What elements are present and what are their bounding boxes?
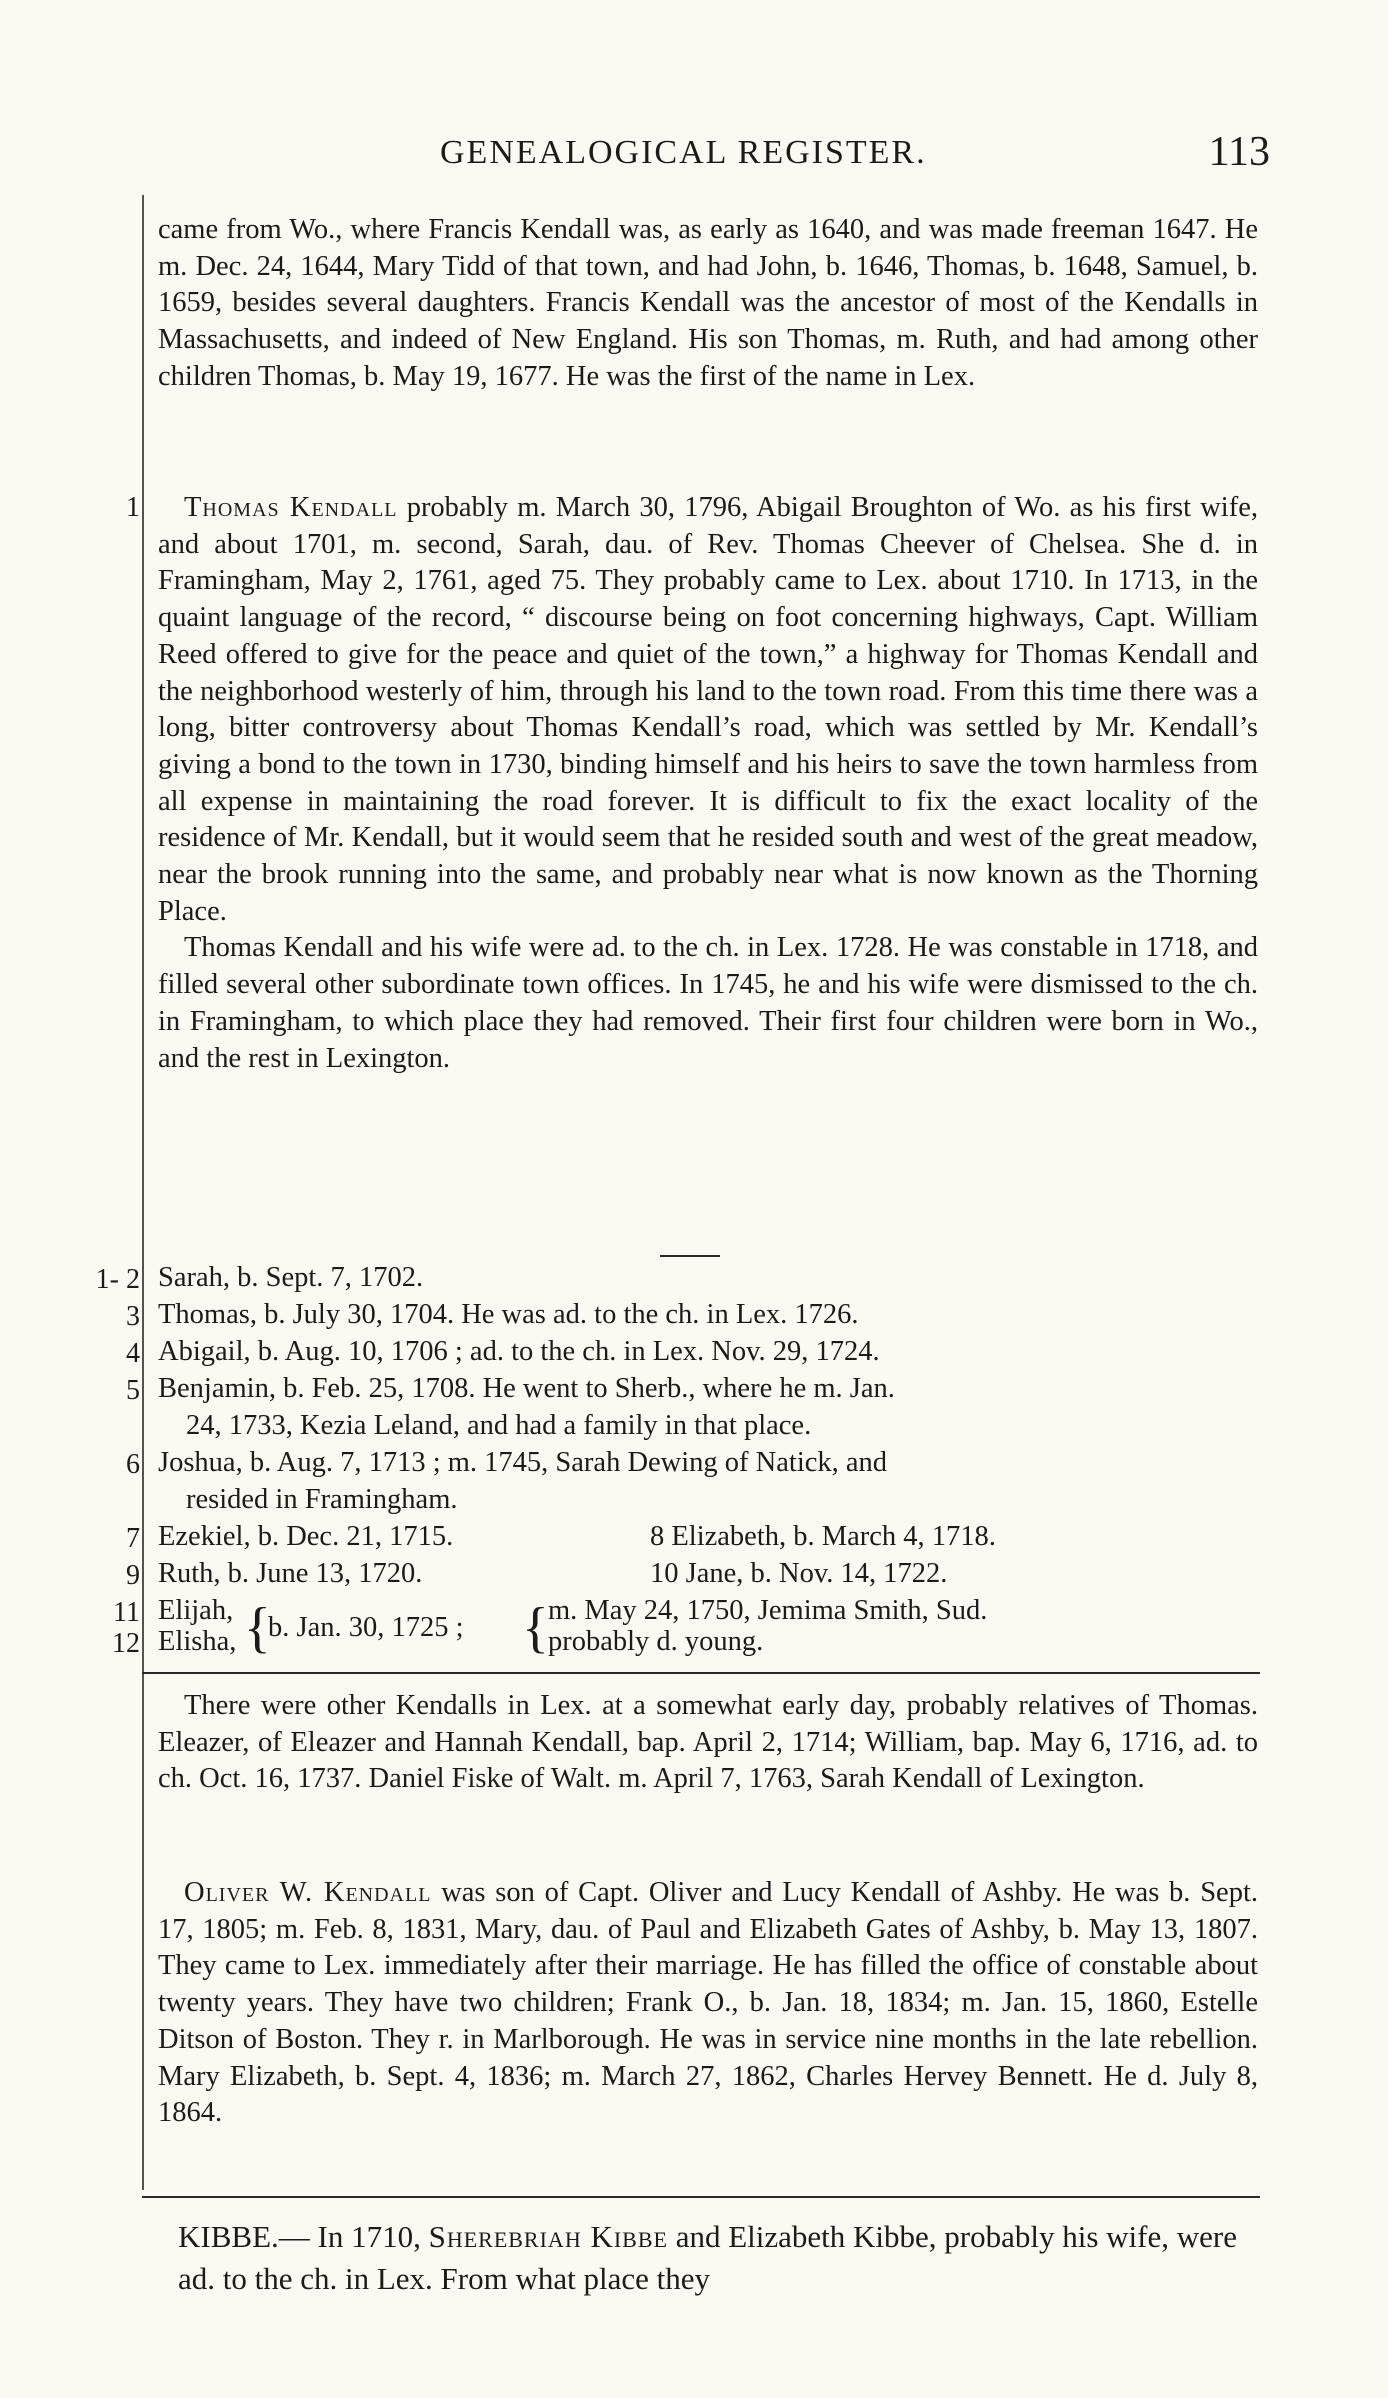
child-number: 6 xyxy=(126,1449,140,1480)
page-header xyxy=(150,128,1270,188)
running-title: GENEALOGICAL REGISTER. xyxy=(440,134,927,171)
entry-paragraph xyxy=(158,1875,1258,2132)
entry-name: Thomas Kendall xyxy=(184,492,398,523)
entry-number: 1 xyxy=(126,492,140,523)
divider-short xyxy=(660,1255,720,1257)
twin-fate: m. May 24, 1750, Jemima Smith, Sud. xyxy=(548,1595,988,1626)
child-line: Benjamin, b. Feb. 25, 1708. He went to Sherb., where he m. Jan. xyxy=(158,1373,895,1404)
kibbe-text: and Elizabeth Kibbe, probably his wife, were ad. to the ch. in Lex. From what place they xyxy=(178,2219,1237,2296)
twin-name: Elisha, xyxy=(158,1626,237,1657)
intro-paragraph xyxy=(158,212,1258,396)
entry-text: probably m. March 30, 1796, Abigail Broughton of Wo. as his first wife, and about 1701, m. second, Sarah, dau. of Rev. Thomas Cheever of Chelsea. She d. in Framingham, May 2, 1761, aged 75. They probably came to Lex. about 1710. In 1713, in the quaint language of the record, “ discourse being on foot concerning highways, Capt. William Reed offered to give for the peace and quiet of the town,” a highway for Thomas Kendall and the neighborhood westerly of him, through his land to the town road. From this time there was a long, bitter controversy about Thomas Kendall’s road, which was settled by Mr. Kendall’s giving a bond to the town in 1730, binding himself and his heirs to save the town harmless from all expense in maintaining the road forever. It is difficult to fix the exact locality of the residence of Mr. Kendall, but it would seem that he resided south and west of the great meadow, near the brook running into the same, and probably near what is now known as the Thorning Place. xyxy=(158,492,1258,927)
brace-left: { xyxy=(244,1597,271,1659)
entry-text: was son of Capt. Oliver and Lucy Kendall of Ashby. He was b. Sept. 17, 1805; m. Feb. 8, 1831, Mary, dau. of Paul and Elizabeth Gates of Ashby, b. May 13, 1807. They came to Lex. immediately after their marriage. He has filled the office of constable about twenty years. They have two children; Frank O., b. Jan. 18, 1834; m. Jan. 15, 1860, Estelle Ditson of Boston. They r. in Marlborough. He was in service nine months in the late rebellion. Mary Elizabeth, b. Sept. 4, 1836; m. March 27, 1862, Charles Hervey Bennett. He d. July 8, 1864. xyxy=(158,1877,1258,2129)
entry-name: Oliver W. Kendall xyxy=(184,1877,432,1908)
child-line: 8 Elizabeth, b. March 4, 1718. xyxy=(650,1521,996,1552)
kibbe-heading: KIBBE.— xyxy=(178,2219,310,2254)
child-line: Ezekiel, b. Dec. 21, 1715. xyxy=(158,1521,454,1552)
child-line: Thomas, b. July 30, 1704. He was ad. to the ch. in Lex. 1726. xyxy=(158,1299,859,1330)
kibbe-paragraph xyxy=(178,2216,1258,2300)
child-line: 10 Jane, b. Nov. 14, 1722. xyxy=(650,1558,948,1589)
margin-rule xyxy=(142,195,144,2190)
entry-thomas-kendall xyxy=(158,490,1258,1077)
entry-paragraph xyxy=(158,490,1258,930)
child-number: 11 xyxy=(113,1597,140,1628)
child-line: Abigail, b. Aug. 10, 1706 ; ad. to the ch. in Lex. Nov. 29, 1724. xyxy=(158,1336,880,1367)
intro-text: came from Wo., where Francis Kendall was, as early as 1640, and was made freeman 1647. He m. Dec. 24, 1644, Mary Tidd of that town, and had John, b. 1646, Thomas, b. 1648, Samuel, b. 1659, besides several daughters. Francis Kendall was the ancestor of most of the Kendalls in Massachusetts, and indeed of New England. His son Thomas, m. Ruth, and had among other children Thomas, b. May 19, 1677. He was the first of the name in Lex. xyxy=(158,214,1258,392)
child-line-cont: 24, 1733, Kezia Leland, and had a family in that place. xyxy=(186,1410,812,1441)
twin-birth: b. Jan. 30, 1725 ; xyxy=(268,1612,464,1643)
child-number: 12 xyxy=(112,1628,140,1659)
others-paragraph xyxy=(158,1688,1258,1798)
entry-oliver-kendall xyxy=(158,1875,1258,2132)
child-number: 7 xyxy=(126,1523,140,1554)
section-divider xyxy=(142,2196,1260,2198)
child-number: 1- 2 xyxy=(95,1264,140,1295)
section-divider xyxy=(142,1672,1260,1674)
child-line: Sarah, b. Sept. 7, 1702. xyxy=(158,1262,424,1293)
kibbe-name: Sherebriah Kibbe xyxy=(428,2219,668,2254)
child-number: 9 xyxy=(126,1560,140,1591)
child-line: Ruth, b. June 13, 1720. xyxy=(158,1558,423,1589)
child-number: 5 xyxy=(126,1375,140,1406)
twin-fate: probably d. young. xyxy=(548,1626,764,1657)
child-number: 3 xyxy=(126,1301,140,1332)
twin-name: Elijah, xyxy=(158,1595,234,1626)
entry-paragraph-2: Thomas Kendall and his wife were ad. to the ch. in Lex. 1728. He was constable in 1718, and filled several other subordinate town offices. In 1745, he and his wife were dismissed to the ch. in Framingham, to which place they had removed. Their first four children were born in Wo., and the rest in Lexington. xyxy=(158,932,1258,1074)
child-line: Joshua, b. Aug. 7, 1713 ; m. 1745, Sarah Dewing of Natick, and xyxy=(158,1447,888,1478)
others-text: There were other Kendalls in Lex. at a somewhat early day, probably relatives of Thomas. Eleazer, of Eleazer and Hannah Kendall, bap. April 2, 1714; William, bap. May 6, 1716, ad. to ch. Oct. 16, 1737. Daniel Fiske of Walt. m. April 7, 1763, Sarah Kendall of Lexington. xyxy=(158,1690,1258,1795)
kibbe-text: In 1710, xyxy=(309,2219,429,2254)
page-number: 113 xyxy=(1208,129,1270,175)
child-number: 4 xyxy=(126,1338,140,1369)
brace-right: { xyxy=(522,1597,549,1659)
child-line-cont: resided in Framingham. xyxy=(186,1484,458,1515)
